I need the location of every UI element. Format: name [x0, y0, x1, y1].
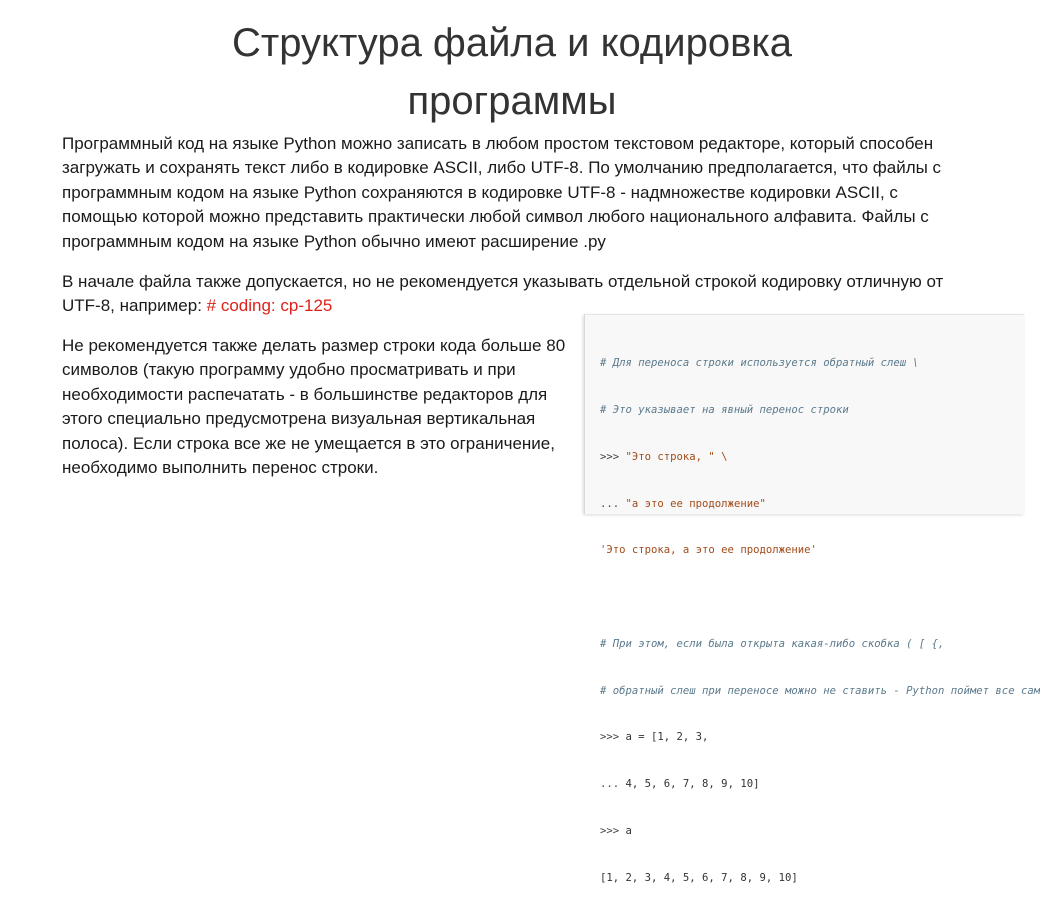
- coding-example: # coding: cp-125: [206, 296, 333, 316]
- code-prompt: >>>: [600, 731, 626, 744]
- code-prompt: ...: [600, 497, 626, 510]
- title-line-2: программы: [407, 79, 617, 123]
- paragraph-coding-text: В начале файла также допускается, но не рекомендуется указывать отдельной строкой кодировку отличную от UTF-8, например:: [62, 272, 944, 316]
- code-line: # При этом, если была открыта какая-либо скобка ( [ {,: [600, 637, 945, 650]
- code-line: # Это указывает на явный перенос строки: [600, 403, 849, 416]
- code-prompt: >>>: [600, 450, 626, 463]
- code-text: a = [1, 2, 3,: [625, 731, 709, 744]
- code-string: "а это ее продолжение": [625, 497, 766, 510]
- code-line: [600, 450, 1024, 466]
- slide-title: [150, 14, 874, 130]
- code-line: [600, 497, 1024, 513]
- code-text: a: [625, 825, 632, 837]
- code-line-blank: [600, 590, 1024, 606]
- code-example-block: [584, 314, 1040, 884]
- code-line: # обратный слеш при переносе можно не ставить - Python поймет все сам: [600, 684, 1040, 697]
- paragraph-line-length: Не рекомендуется также делать размер строки кода больше 80 символов (такую программу удобно просматривать и при необходимости распечатать - в большинстве редакторов для этого специально предусмотрена визуальная вертикальная полоса). Если строка все же не умещается в это ограничение, необходимо выполнить перенос строки.: [62, 336, 566, 478]
- top-border: [0, 0, 1024, 4]
- paragraph-encoding: Программный код на языке Python можно записать в любом простом текстовом редакторе, который способен загружать и сохранять текст либо в кодировке ASCII, либо UTF-8. По умолчанию предполагается, что файлы с программным кодом на языке Python сохраняются в кодировке UTF-8 - надмножестве кодировки ASCII, с помощью которой можно представить практически любой символ любого национального алфавита. Файлы с программным кодом на языке Python обычно имеют расширение .py: [62, 134, 942, 251]
- code-line: 'Это строка, а это ее продолжение': [600, 544, 817, 557]
- code-line: [600, 777, 1024, 793]
- code-text: 4, 5, 6, 7, 8, 9, 10]: [625, 778, 760, 791]
- paragraph-coding-declaration: [62, 270, 962, 319]
- title-line-1: Структура файла и кодировка: [232, 21, 792, 65]
- code-line: # Для переноса строки используется обратный слеш \: [600, 357, 919, 370]
- code-line: [600, 730, 1024, 746]
- code-line: [600, 824, 1024, 840]
- code-prompt: >>>: [600, 825, 626, 837]
- code-prompt: ...: [600, 778, 626, 791]
- code-string: "Это строка, " \: [625, 450, 728, 463]
- code-line: [1, 2, 3, 4, 5, 6, 7, 8, 9, 10]: [600, 871, 798, 884]
